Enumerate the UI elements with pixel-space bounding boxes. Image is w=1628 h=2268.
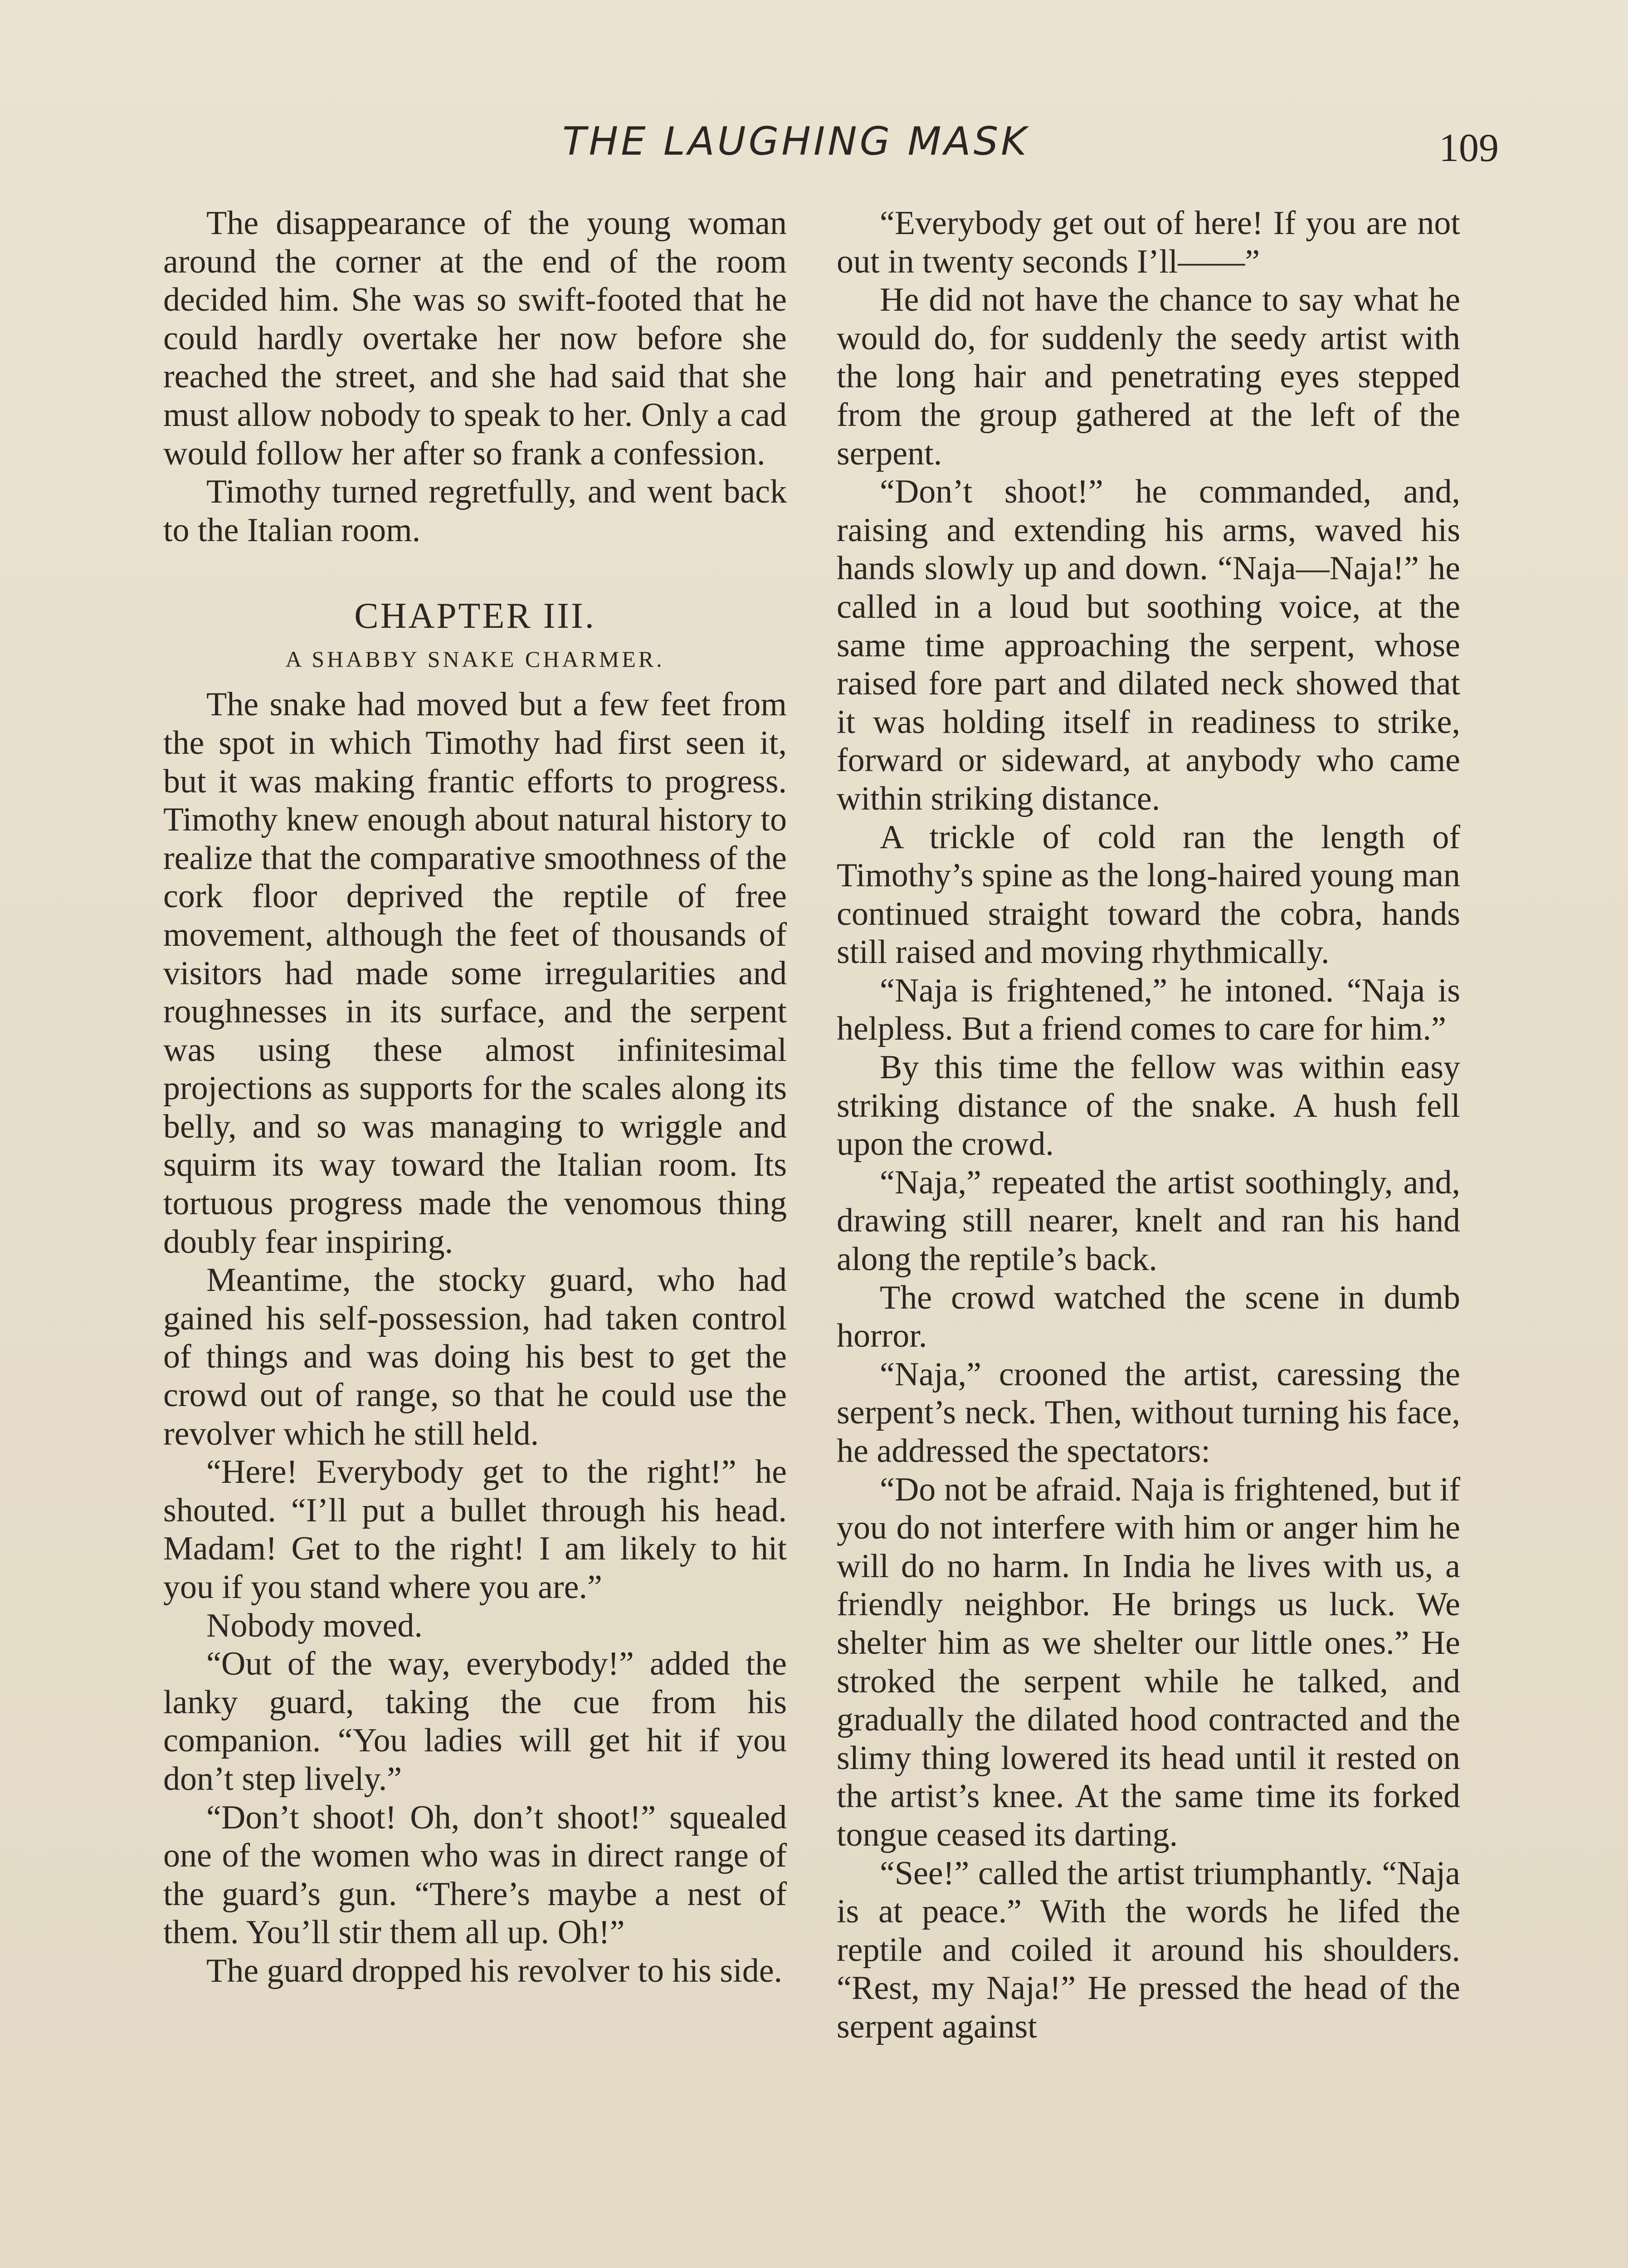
- left-column: [163, 204, 787, 1990]
- paragraph: The snake had moved but a few feet from the spot in which Timothy had first seen it, but it was making frantic efforts to progress. Timothy knew enough about natural history to realize that the comparative smoothness of the cork floor deprived the reptile of free movement, although the feet of thousands of visitors had made some irregularities and roughnesses in its surface, and the serpent was using these almost infinitesimal projections as supports for the scales along its belly, and so was managing to wriggle and squirm its way toward the Italian room. Its tortuous progress made the venomous thing doubly fear inspiring.: [163, 686, 787, 1261]
- paragraph: He did not have the chance to say what he would do, for suddenly the seedy artist with the long hair and penetrating eyes stepped from the group gathered at the left of the serpent.: [837, 281, 1460, 472]
- paragraph: “Do not be afraid. Naja is frightened, but if you do not interfere with him or anger him he will do no harm. In India he lives with us, a friendly neighbor. He brings us luck. We shelter him as we shelter our little ones.” He stroked the serpent while he talked, and gradually the dilated hood contracted and the slimy thing lowered its head until it rested on the artist’s knee. At the same time its forked tongue ceased its darting.: [837, 1471, 1460, 1853]
- paragraph: By this time the fellow was within easy striking distance of the snake. A hush fell upon the crowd.: [837, 1049, 1460, 1163]
- right-column: [837, 204, 1460, 2046]
- paragraph: “Here! Everybody get to the right!” he shouted. “I’ll put a bullet through his head. Madam! Get to the right! I am likely to hit you if you stand where you are.”: [163, 1453, 787, 1606]
- chapter-heading: CHAPTER III.: [354, 596, 596, 636]
- paragraph: The guard dropped his revolver to his side.: [206, 1952, 783, 1989]
- paragraph: “Naja,” crooned the artist, caressing the serpent’s neck. Then, without turning his face, he addressed the spectators:: [837, 1355, 1460, 1470]
- paragraph: Timothy turned regretfully, and went back to the Italian room.: [163, 473, 787, 549]
- paragraph: “Naja,” repeated the artist soothingly, and, drawing still nearer, knelt and ran his hand along the reptile’s back.: [837, 1163, 1460, 1278]
- paragraph: Nobody moved.: [206, 1607, 423, 1644]
- paragraph: “Everybody get out of here! If you are not out in twenty seconds I’ll——”: [837, 205, 1460, 280]
- paragraph: The disappearance of the young woman around the corner at the end of the room decided him. She was so swift-footed that he could hardly overtake her now before she reached the street, and she had said that she must allow nobody to speak to her. Only a cad would follow her after so frank a confession.: [163, 205, 787, 472]
- paragraph: “Naja is frightened,” he intoned. “Naja is helpless. But a friend comes to care for him.”: [837, 972, 1460, 1048]
- running-title: THE LAUGHING MASK: [562, 119, 1029, 164]
- paragraph: Meantime, the stocky guard, who had gained his self-possession, had taken control of things and was doing his best to get the crowd out of range, so that he could use the revolver which he still held.: [163, 1261, 787, 1452]
- paragraph: “Don’t shoot! Oh, don’t shoot!” squealed one of the women who was in direct range of the guard’s gun. “There’s maybe a nest of them. You’ll stir them all up. Oh!”: [163, 1799, 787, 1951]
- page-number: 109: [1439, 126, 1499, 170]
- paragraph: “Out of the way, everybody!” added the lanky guard, taking the cue from his companion. “You ladies will get hit if you don’t step lively.”: [163, 1645, 787, 1798]
- paragraph: A trickle of cold ran the length of Timothy’s spine as the long-haired young man continued straight toward the cobra, hands still raised and moving rhythmically.: [837, 818, 1460, 971]
- paragraph: “See!” called the artist triumphantly. “Naja is at peace.” With the words he lifed the reptile and coiled it around his shoulders. “Rest, my Naja!” He pressed the head of the serpent against: [837, 1854, 1460, 2045]
- paragraph: “Don’t shoot!” he commanded, and, raising and extending his arms, waved his hands slowly up and down. “Naja—Naja!” he called in a loud but soothing voice, at the same time approaching the serpent, whose raised fore part and dilated neck showed that it was holding itself in readiness to strike, forward or sideward, at anybody who came within striking distance.: [837, 473, 1460, 817]
- paragraph: The crowd watched the scene in dumb horror.: [837, 1279, 1460, 1355]
- chapter-subtitle: A SHABBY SNAKE CHARMER.: [285, 646, 665, 672]
